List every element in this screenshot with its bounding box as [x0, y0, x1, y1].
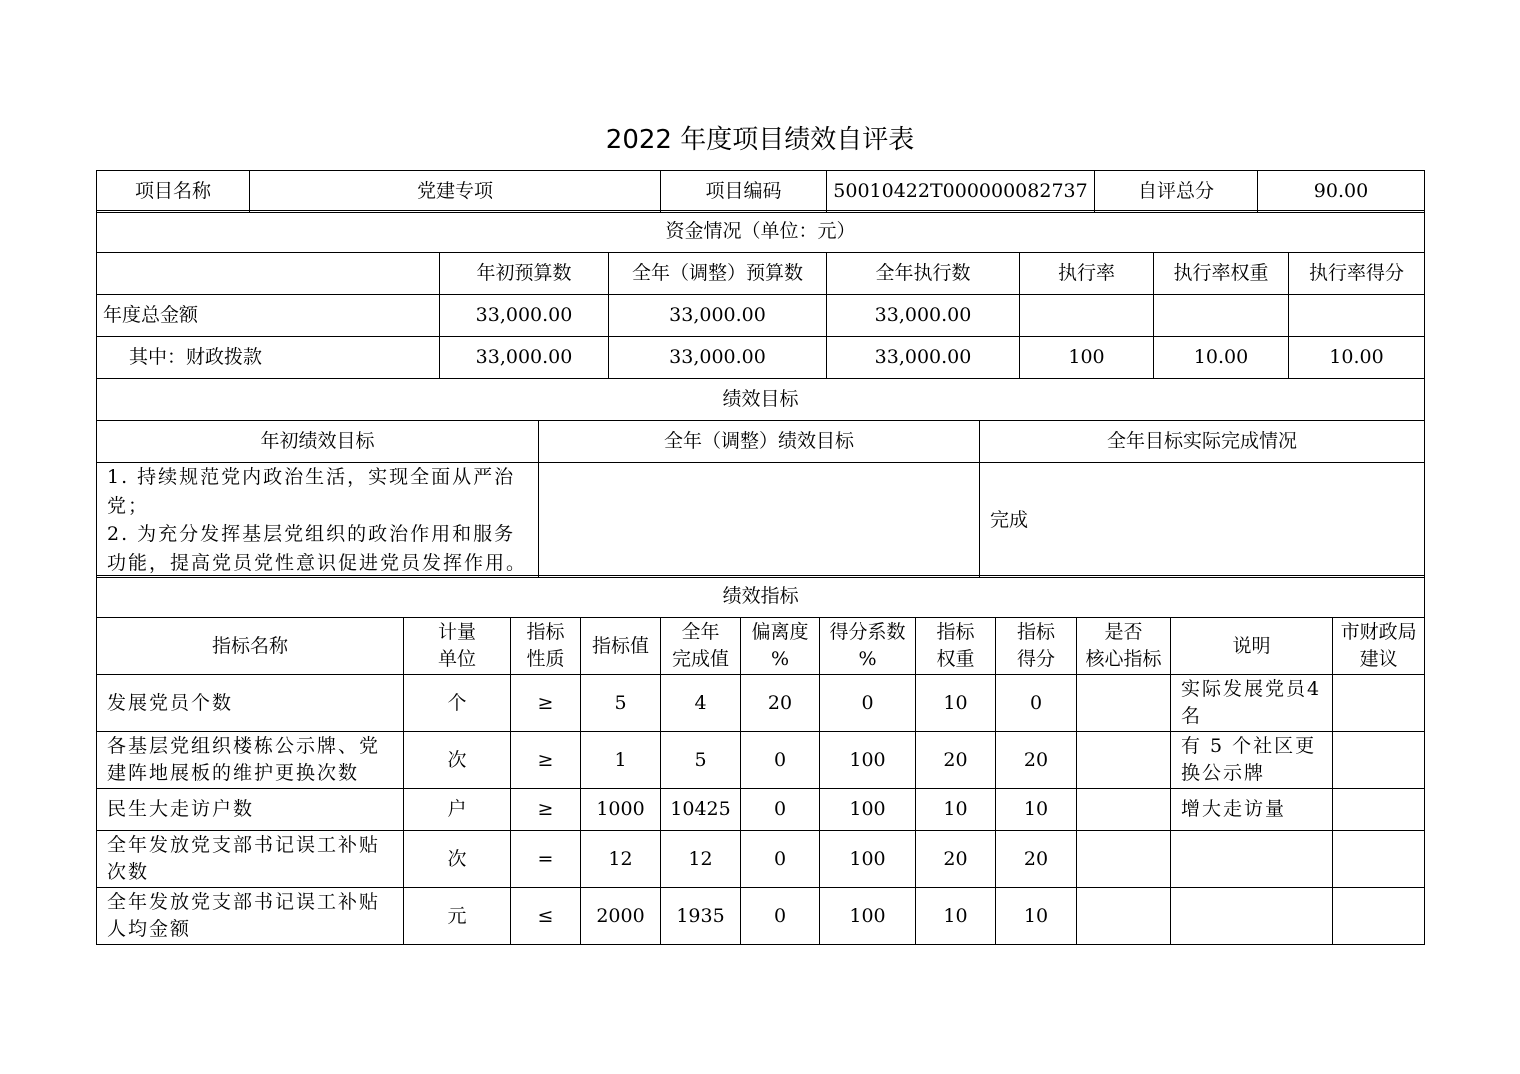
indicator-cell: 2000 [581, 888, 661, 945]
indicator-cell [1077, 732, 1171, 789]
funds-section-title: 资金情况（单位：元） [97, 211, 1425, 253]
funds-header: 执行率 [1020, 253, 1154, 295]
indicator-header: 指标 权重 [916, 618, 996, 675]
funds-cell: 33,000.00 [609, 337, 827, 379]
indicator-header: 市财政局 建议 [1333, 618, 1425, 675]
actual-completion-text: 完成 [980, 463, 1425, 578]
indicator-cell: 5 [661, 732, 741, 789]
self-score-label: 自评总分 [1095, 171, 1258, 213]
indicator-name: 全年发放党支部书记误工补贴人均金额 [97, 888, 404, 945]
indicator-cell: 100 [820, 732, 916, 789]
indicator-cell: 100 [820, 831, 916, 888]
funds-cell: 10.00 [1289, 337, 1425, 379]
funds-cell [1154, 295, 1289, 337]
funds-cell [1289, 295, 1425, 337]
indicator-cell: 0 [741, 732, 820, 789]
goals-table [96, 378, 1425, 578]
indicator-cell: 1 [581, 732, 661, 789]
indicator-note [1171, 888, 1333, 945]
indicators-header-row [97, 618, 1425, 675]
indicator-header: 得分系数 % [820, 618, 916, 675]
goals-header: 全年（调整）绩效目标 [539, 421, 980, 463]
indicator-cell: 次 [404, 831, 511, 888]
indicator-cell: 0 [741, 888, 820, 945]
page-title: 2022 年度项目绩效自评表 [605, 125, 915, 155]
self-score-value: 90.00 [1258, 171, 1425, 213]
indicator-cell: 0 [741, 831, 820, 888]
funds-table [96, 210, 1425, 379]
funds-cell: 33,000.00 [827, 337, 1020, 379]
indicator-note: 实际发展党员4名 [1171, 675, 1333, 732]
indicator-cell: = [511, 831, 581, 888]
indicator-cell: 个 [404, 675, 511, 732]
indicator-cell [1333, 675, 1425, 732]
indicator-cell: 10 [996, 888, 1077, 945]
initial-goal-text: 1. 持续规范党内政治生活，实现全面从严治党； 2. 为充分发挥基层党组织的政治作用和服务功能，提高党员党性意识促进党员发挥作用。 [97, 463, 539, 578]
indicator-cell: 10 [996, 789, 1077, 831]
funds-cell: 33,000.00 [609, 295, 827, 337]
indicator-cell: 20 [916, 732, 996, 789]
funds-cell: 年度总金额 [97, 295, 440, 337]
funds-cell: 其中：财政拨款 [97, 337, 440, 379]
funds-header-row [97, 253, 1425, 295]
indicator-cell: 次 [404, 732, 511, 789]
indicator-cell: 10 [916, 675, 996, 732]
indicator-cell: ≥ [511, 732, 581, 789]
indicator-cell [1077, 789, 1171, 831]
funds-header: 年初预算数 [440, 253, 609, 295]
indicator-cell: 5 [581, 675, 661, 732]
indicator-name: 全年发放党支部书记误工补贴次数 [97, 831, 404, 888]
indicators-section-title: 绩效指标 [97, 576, 1425, 618]
funds-cell: 33,000.00 [440, 337, 609, 379]
goals-header: 年初绩效目标 [97, 421, 539, 463]
indicator-cell: 20 [996, 831, 1077, 888]
project-info-table [96, 170, 1425, 213]
indicator-name: 发展党员个数 [97, 675, 404, 732]
indicator-cell [1333, 789, 1425, 831]
project-code-value: 50010422T000000082737 [827, 171, 1095, 213]
indicator-name: 民生大走访户数 [97, 789, 404, 831]
indicator-cell [1333, 888, 1425, 945]
project-name-value: 党建专项 [250, 171, 661, 213]
indicator-note: 增大走访量 [1171, 789, 1333, 831]
funds-header [97, 253, 440, 295]
funds-cell: 33,000.00 [440, 295, 609, 337]
goals-section-title: 绩效目标 [97, 379, 1425, 421]
indicator-cell: 4 [661, 675, 741, 732]
indicator-cell: 12 [581, 831, 661, 888]
indicator-header: 指标 得分 [996, 618, 1077, 675]
project-code-label: 项目编码 [661, 171, 827, 213]
indicator-cell: 10425 [661, 789, 741, 831]
indicator-note [1171, 831, 1333, 888]
indicator-cell [1077, 675, 1171, 732]
indicator-cell: 1000 [581, 789, 661, 831]
indicator-row [97, 675, 1425, 732]
funds-cell: 100 [1020, 337, 1154, 379]
indicator-cell: 100 [820, 789, 916, 831]
indicator-header: 说明 [1171, 618, 1333, 675]
indicator-cell: 20 [996, 732, 1077, 789]
indicator-header: 指标名称 [97, 618, 404, 675]
funds-header: 全年（调整）预算数 [609, 253, 827, 295]
indicator-cell: 0 [996, 675, 1077, 732]
indicator-cell: 20 [741, 675, 820, 732]
adjusted-goal-text [539, 463, 980, 578]
indicator-cell: 10 [916, 888, 996, 945]
indicator-cell: 1935 [661, 888, 741, 945]
indicator-cell: 0 [741, 789, 820, 831]
indicator-cell: ≤ [511, 888, 581, 945]
goals-header: 全年目标实际完成情况 [980, 421, 1425, 463]
indicator-row [97, 831, 1425, 888]
indicator-cell [1077, 888, 1171, 945]
funds-cell: 33,000.00 [827, 295, 1020, 337]
funds-header: 执行率权重 [1154, 253, 1289, 295]
indicator-note: 有 5 个社区更换公示牌 [1171, 732, 1333, 789]
indicator-cell [1077, 831, 1171, 888]
funds-row-total [97, 295, 1425, 337]
indicator-header: 偏离度 % [741, 618, 820, 675]
indicator-row [97, 789, 1425, 831]
funds-cell [1020, 295, 1154, 337]
project-name-label: 项目名称 [97, 171, 250, 213]
indicator-row [97, 732, 1425, 789]
indicators-table [96, 575, 1425, 945]
indicator-cell: ≥ [511, 675, 581, 732]
funds-cell: 10.00 [1154, 337, 1289, 379]
indicator-header: 指标 性质 [511, 618, 581, 675]
indicator-header: 全年 完成值 [661, 618, 741, 675]
indicator-row [97, 888, 1425, 945]
indicator-cell: 100 [820, 888, 916, 945]
indicator-cell: ≥ [511, 789, 581, 831]
indicator-cell: 0 [820, 675, 916, 732]
funds-header: 全年执行数 [827, 253, 1020, 295]
indicator-cell [1333, 831, 1425, 888]
indicator-cell: 10 [916, 789, 996, 831]
indicator-cell: 元 [404, 888, 511, 945]
funds-header: 执行率得分 [1289, 253, 1425, 295]
funds-row-fiscal [97, 337, 1425, 379]
indicator-name: 各基层党组织楼栋公示牌、党建阵地展板的维护更换次数 [97, 732, 404, 789]
indicator-cell: 户 [404, 789, 511, 831]
indicator-header: 是否 核心指标 [1077, 618, 1171, 675]
indicator-cell: 20 [916, 831, 996, 888]
indicator-header: 计量 单位 [404, 618, 511, 675]
indicator-cell [1333, 732, 1425, 789]
indicator-header: 指标值 [581, 618, 661, 675]
indicator-cell: 12 [661, 831, 741, 888]
